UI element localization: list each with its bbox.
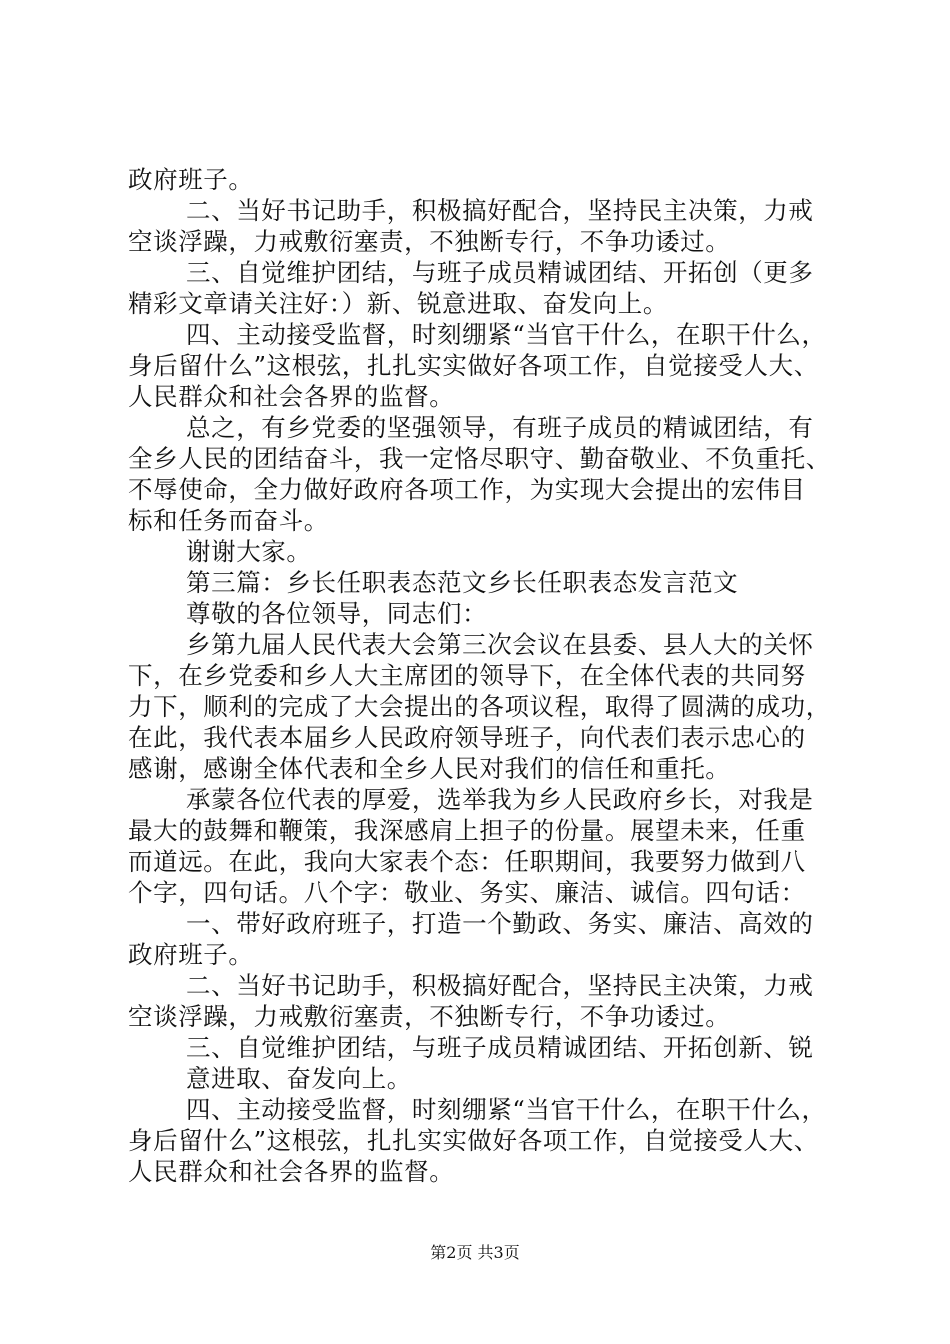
text-line: 总之，有乡党委的坚强领导，有班子成员的精诚团结，有 [186,413,814,442]
text-line: 二、当好书记助手，积极搞好配合，坚持民主决策，力戒 [186,971,814,1000]
document-body [128,164,840,1187]
text-line: 身后留什么”这根弦，扎扎实实做好各项工作，自觉接受人大、 [128,1126,819,1155]
text-line: 而道远。在此，我向大家表个态：任职期间，我要努力做到八 [128,847,806,876]
text-line: 下，在乡党委和乡人大主席团的领导下，在全体代表的共同努 [128,661,806,690]
text-line: 四、主动接受监督，时刻绷紧“当官干什么，在职干什么， [186,1095,827,1124]
text-line: 人民群众和社会各界的监督。 [128,1157,455,1186]
text-line: 空谈浮躁，力戒敷衍塞责，不独断专行，不争功诿过。 [128,1002,731,1031]
text-line: 乡第九届人民代表大会第三次会议在县委、县人大的关怀 [186,630,814,659]
text-line: 全乡人民的团结奋斗，我一定恪尽职守、勤奋敬业、不负重托、 [128,444,831,473]
text-line: 不辱使命，全力做好政府各项工作，为实现大会提出的宏伟目 [128,475,806,504]
text-line: 身后留什么”这根弦，扎扎实实做好各项工作，自觉接受人大、 [128,351,819,380]
page-footer: 第2页 共3页 [430,1243,520,1262]
text-line: 最大的鼓舞和鞭策，我深感肩上担子的份量。展望未来，任重 [128,816,806,845]
text-line: 标和任务而奋斗。 [128,506,329,535]
text-line: 意进取、奋发向上。 [186,1064,412,1093]
text-line: 人民群众和社会各界的监督。 [128,382,455,411]
text-line: 力下，顺利的完成了大会提出的各项议程，取得了圆满的成功， [128,692,831,721]
text-line: 谢谢大家。 [186,537,312,566]
text-line: 尊敬的各位领导，同志们： [186,599,488,628]
text-line: 在此，我代表本届乡人民政府领导班子，向代表们表示忠心的 [128,723,806,752]
text-line: 感谢，感谢全体代表和全乡人民对我们的信任和重托。 [128,754,731,783]
text-line: 承蒙各位代表的厚爱，选举我为乡人民政府乡长，对我是 [186,785,814,814]
text-line: 精彩文章请关注好：）新、锐意进取、奋发向上。 [128,289,668,318]
text-line: 第三篇：乡长任职表态范文乡长任职表态发言范文 [186,568,739,597]
text-line: 四、主动接受监督，时刻绷紧“当官干什么，在职干什么， [186,320,827,349]
text-line: 政府班子。 [128,165,254,194]
text-line: 三、自觉维护团结，与班子成员精诚团结、开拓创（更多 [186,258,814,287]
text-line: 政府班子。 [128,940,254,969]
text-line: 空谈浮躁，力戒敷衍塞责，不独断专行，不争功诿过。 [128,227,731,256]
text-line: 一、带好政府班子，打造一个勤政、务实、廉洁、高效的 [186,909,814,938]
text-line: 二、当好书记助手，积极搞好配合，坚持民主决策，力戒 [186,196,814,225]
text-line: 个字，四句话。八个字：敬业、务实、廉洁、诚信。四句话： [128,878,806,907]
text-line: 三、自觉维护团结，与班子成员精诚团结、开拓创新、锐 [186,1033,814,1062]
